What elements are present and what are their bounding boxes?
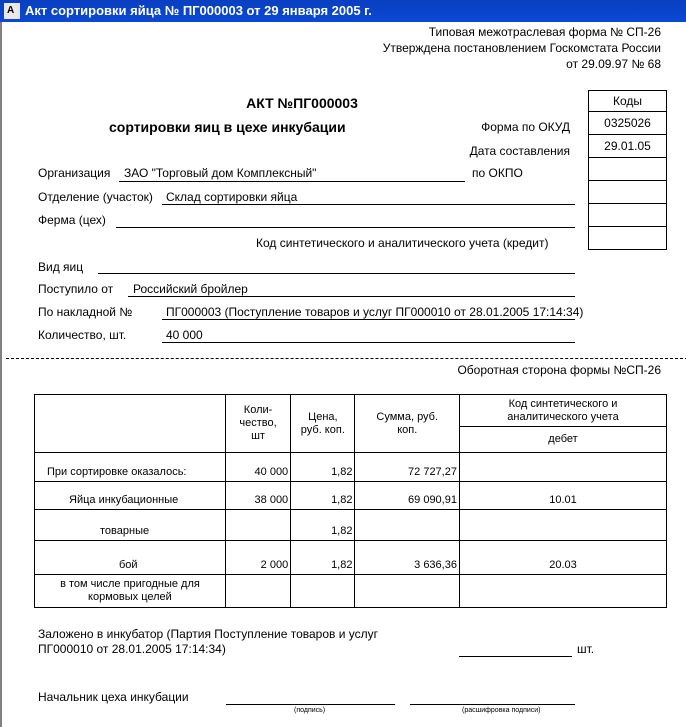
cut-line <box>6 358 686 359</box>
row-sum: 72 727,27 <box>355 453 459 482</box>
row-sum <box>355 575 459 608</box>
invoice-value: ПГ000003 (Поступление товаров и услуг ПГ000010 от 28.01.2005 17:14:34) <box>166 305 584 319</box>
row-label: в том числе пригодные для кормовых целей <box>35 575 226 608</box>
row-label: товарные <box>35 510 226 541</box>
row-code <box>459 575 666 608</box>
signature-underline <box>226 704 395 705</box>
table-row <box>35 575 667 608</box>
row-label: При сортировке оказалось: <box>35 453 226 482</box>
codes-header: Коды <box>589 91 667 112</box>
row-qty: 2 000 <box>225 541 290 575</box>
form-date-line: от 29.09.97 № 68 <box>566 57 661 71</box>
code-cell-4 <box>589 181 667 204</box>
invoice-underline <box>162 319 575 320</box>
egg-type-underline <box>98 273 575 274</box>
row-code: 10.01 <box>459 482 666 510</box>
farm-underline <box>116 227 575 228</box>
doc-title: АКТ №ПГ000003 <box>246 95 358 111</box>
received-underline <box>128 296 575 297</box>
row-price: 1,82 <box>291 541 355 575</box>
farm-label: Ферма (цех) <box>38 213 106 227</box>
egg-type-label: Вид яиц <box>38 260 84 274</box>
code-cell-5 <box>589 204 667 227</box>
header-debit: дебет <box>459 427 666 453</box>
okud-value: 0325026 <box>589 112 667 135</box>
header-price: Цена, руб. коп. <box>291 395 355 453</box>
document-page <box>0 22 686 727</box>
invoice-label: По накладной № <box>38 305 133 319</box>
qty-underline <box>162 342 575 343</box>
date-label: Дата составления <box>469 144 570 158</box>
qty-label: Количество, шт. <box>38 328 127 342</box>
dept-underline <box>162 204 575 205</box>
table-row <box>35 541 667 575</box>
form-type-line: Типовая межотраслевая форма № СП-26 <box>428 25 661 39</box>
reverse-side-label: Оборотная сторона формы №СП-26 <box>457 363 661 377</box>
account-label: Код синтетического и аналитического учета (кредит) <box>256 236 549 250</box>
okud-label: Форма по ОКУД <box>481 120 570 134</box>
table-row <box>35 482 667 510</box>
received-value: Российский бройлер <box>133 282 248 296</box>
row-code <box>459 510 666 541</box>
org-underline <box>119 181 465 182</box>
okpo-label: по ОКПО <box>472 166 523 180</box>
header-empty <box>35 395 226 453</box>
form-approval-line: Утверждена постановлением Госкомстата России <box>382 41 661 55</box>
code-cell-6 <box>589 227 667 250</box>
date-value: 29.01.05 <box>589 135 667 158</box>
incubator-line2: ПГ000010 от 28.01.2005 17:14:34) <box>38 642 226 656</box>
received-label: Поступило от <box>38 282 114 296</box>
row-sum <box>355 510 459 541</box>
sorting-table <box>34 394 667 608</box>
doc-subtitle: сортировки яиц в цехе инкубации <box>109 119 346 135</box>
incubator-line1: Заложено в инкубатор (Партия Поступление товаров и услуг <box>38 627 379 641</box>
org-label: Организация <box>38 166 111 180</box>
table-row <box>35 453 667 482</box>
codes-table <box>588 90 667 250</box>
row-qty <box>225 575 290 608</box>
pcs-label: шт. <box>577 642 595 656</box>
row-price: 1,82 <box>291 510 355 541</box>
row-sum: 69 090,91 <box>355 482 459 510</box>
row-qty: 38 000 <box>225 482 290 510</box>
chief-label: Начальник цеха инкубации <box>38 690 189 704</box>
row-label: бой <box>35 541 226 575</box>
row-sum: 3 636,36 <box>355 541 459 575</box>
row-label: Яйца инкубационные <box>35 482 226 510</box>
document-icon: A <box>4 3 20 19</box>
row-code: 20.03 <box>459 541 666 575</box>
dept-value: Склад сортировки яйца <box>166 190 298 204</box>
decode-underline <box>410 704 575 705</box>
qty-value: 40 000 <box>166 328 203 342</box>
header-sum: Сумма, руб. коп. <box>355 395 459 453</box>
window-titlebar <box>0 0 686 22</box>
incubator-qty-underline <box>459 656 572 657</box>
row-code <box>459 453 666 482</box>
row-qty: 40 000 <box>225 453 290 482</box>
row-price: 1,82 <box>291 453 355 482</box>
org-value: ЗАО "Торговый дом Комплексный" <box>124 166 317 180</box>
okpo-value <box>589 158 667 181</box>
row-price <box>291 575 355 608</box>
window-title: Акт сортировки яйца № ПГ000003 от 29 января 2005 г. <box>25 3 372 18</box>
dept-label: Отделение (участок) <box>38 190 153 204</box>
sign-caption: (подпись) <box>294 707 326 714</box>
row-price: 1,82 <box>291 482 355 510</box>
table-row <box>35 510 667 541</box>
header-qty: Коли- чество, шт <box>225 395 290 453</box>
decode-caption: (расшифровка подписи) <box>462 707 541 714</box>
header-code: Код синтетического и аналитического учета <box>459 395 666 427</box>
row-qty <box>225 510 290 541</box>
